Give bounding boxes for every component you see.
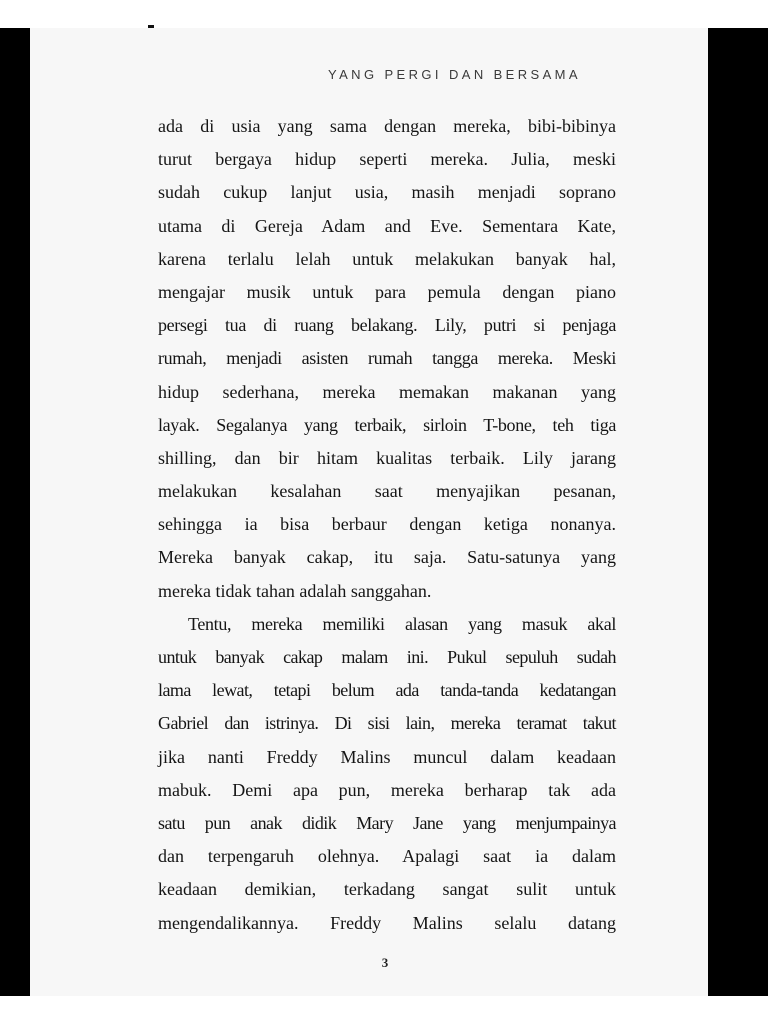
text-line: persegi tua di ruang belakang. Lily, putri si penjaga bbox=[158, 315, 616, 336]
text-line: satu pun anak didik Mary Jane yang menjumpainya bbox=[158, 812, 616, 833]
text-line: keadaan demikian, terkadang sangat sulit untuk bbox=[158, 879, 616, 900]
text-line: shilling, dan bir hitam kualitas terbaik. Lily jarang bbox=[158, 447, 616, 468]
text-line: dan terpengaruh olehnya. Apalagi saat ia dalam bbox=[158, 846, 616, 867]
text-line: mereka tidak tahan adalah sanggahan. bbox=[158, 580, 432, 601]
left-scan-border bbox=[0, 28, 30, 996]
text-line: Gabriel dan istrinya. Di sisi lain, mereka teramat takut bbox=[158, 713, 616, 734]
text-line: turut bergaya hidup seperti mereka. Julia, meski bbox=[158, 149, 616, 170]
text-line: ada di usia yang sama dengan mereka, bibi-bibinya bbox=[158, 116, 616, 136]
text-line: untuk banyak cakap malam ini. Pukul sepuluh sudah bbox=[158, 647, 616, 667]
text-line: layak. Segalanya yang terbaik, sirloin T-bone, teh tiga bbox=[158, 414, 616, 435]
page-number: 3 bbox=[381, 955, 389, 970]
bottom-margin bbox=[0, 996, 768, 1024]
top-margin bbox=[0, 0, 768, 28]
running-head: YANG PERGI DAN BERSAMA bbox=[328, 67, 581, 82]
paragraph-1 bbox=[158, 110, 616, 608]
text-line: mengajar musik untuk para pemula dengan piano bbox=[158, 281, 616, 302]
text-line: jika nanti Freddy Malins muncul dalam keadaan bbox=[158, 746, 616, 767]
text-line: utama di Gereja Adam and Eve. Sementara Kate, bbox=[158, 215, 616, 236]
text-line: melakukan kesalahan saat menyajikan pesanan, bbox=[158, 481, 616, 502]
paragraph-2 bbox=[158, 608, 616, 940]
text-line: mabuk. Demi apa pun, mereka berharap tak ada bbox=[158, 779, 616, 800]
right-scan-border bbox=[708, 28, 768, 996]
text-line: hidup sederhana, mereka memakan makanan yang bbox=[158, 381, 616, 402]
text-line: Tentu, mereka memiliki alasan yang masuk akal bbox=[188, 613, 616, 634]
text-line: karena terlalu lelah untuk melakukan banyak hal, bbox=[158, 248, 616, 269]
body-text bbox=[158, 110, 616, 940]
text-line: lama lewat, tetapi belum ada tanda-tanda kedatangan bbox=[158, 680, 616, 701]
text-line: sudah cukup lanjut usia, masih menjadi soprano bbox=[158, 182, 616, 203]
text-line: rumah, menjadi asisten rumah tangga mereka. Meski bbox=[158, 348, 616, 369]
text-line: sehingga ia bisa berbaur dengan ketiga nonanya. bbox=[158, 514, 616, 535]
text-line: mengendalikannya. Freddy Malins selalu datang bbox=[158, 912, 616, 933]
text-line: Mereka banyak cakap, itu saja. Satu-satunya yang bbox=[158, 547, 616, 568]
